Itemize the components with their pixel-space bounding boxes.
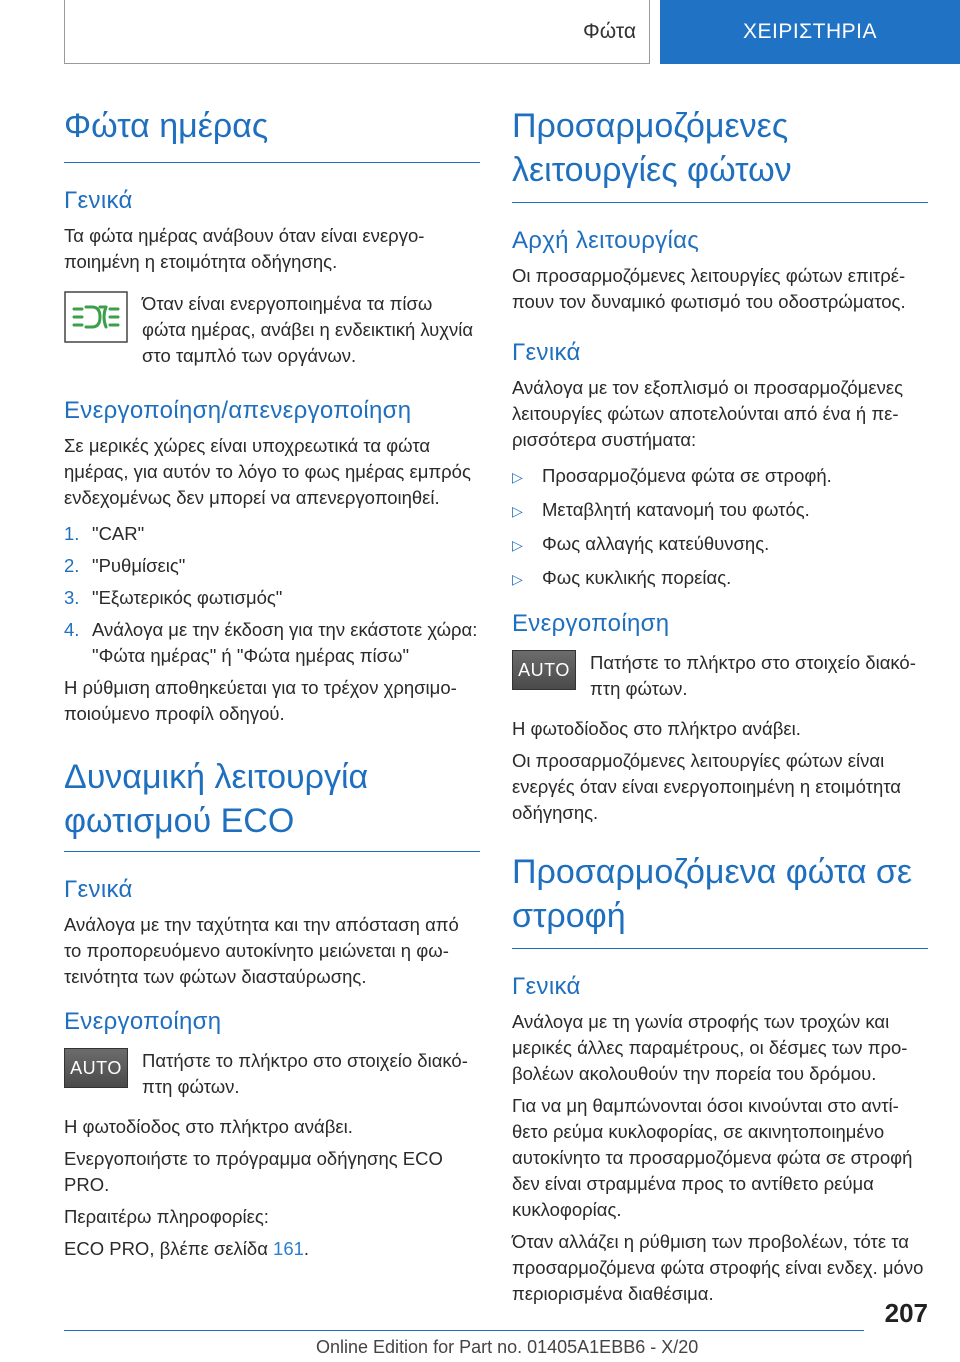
- page-link[interactable]: 161: [273, 1238, 304, 1259]
- list-item: ▷ Προσαρμοζόμενα φώτα σε στροφή.: [512, 465, 832, 486]
- day-lights-title: Φώτα ημέρας: [64, 107, 269, 145]
- indicator-text: Όταν είναι ενεργοποιημένα τα πίσω φώτα ημέρας, ανάβει η ενδεικτική λυχνία στο ταμπλό των οργάνων.: [142, 293, 474, 366]
- eco-ref: ECO PRO, βλέπε σελίδα 161.: [64, 1238, 310, 1259]
- led-text: Η φωτοδίοδος στο πλήκτρο ανάβει.: [64, 1116, 353, 1137]
- adaptive-title: Προσαρμοζόμενες λειτουργίες φώτων: [512, 107, 792, 189]
- general-text-2: Ανάλογα με την ταχύτητα και την απόσταση από το προπορευόμενο αυτοκίνητο μειώνεται η φωτεινότητα των φώτων διασταύρωσης.: [64, 914, 459, 987]
- auto-button-icon: AUTO: [512, 650, 576, 690]
- footer-rule: [64, 1330, 864, 1331]
- general-heading-3: Γενικά: [512, 339, 581, 366]
- principle-text: Οι προσαρμοζόμενες λειτουργίες φώτων επιτρέπουν τον δυναμικό φωτισμό του οδοστρώματος.: [512, 265, 906, 312]
- general-heading-4: Γενικά: [512, 973, 581, 1000]
- right-column: [512, 100, 928, 1307]
- list-item: 3. "Εξωτερικός φωτισμός": [64, 587, 283, 608]
- led-text-2: Η φωτοδίοδος στο πλήκτρο ανάβει.: [512, 718, 801, 739]
- indicator-note: [64, 291, 480, 369]
- general-text: Τα φώτα ημέρας ανάβουν όταν είναι ενεργοποιημένη η ετοιμότητα οδήγησης.: [64, 225, 425, 272]
- glare-text: Για να μη θαμπώνονται όσοι κινούνται στο αντίθετο ρεύμα κυκλοφορίας, σε ακινητοποιημένο αυτοκίνητο τα προσαρμοζόμενα φώτα σε στροφή δεν είναι στραμμένα προς το αντίθετο ρεύμα κυκλοφορίας.: [512, 1095, 913, 1220]
- general-text-3: Ανάλογα με τον εξοπλισμό οι προσαρμοζόμενες λειτουργίες φώτων αποτελούνται από ένα ή περισσότερα συστήματα:: [512, 377, 903, 450]
- change-text: Όταν αλλάζει η ρύθμιση των προβολέων, τότε τα προσαρμοζόμενα φώτα στροφής είναι ενδεχ. μόνο περιορισμένα διαθέσιμα.: [512, 1231, 924, 1304]
- activation-heading-2: Ενεργοποίηση: [512, 610, 670, 637]
- list-item: 2. "Ρυθμίσεις": [64, 555, 186, 576]
- auto-button-icon: AUTO: [64, 1048, 128, 1088]
- onoff-text: Σε μερικές χώρες είναι υποχρεωτικά τα φώτα ημέρας, για αυτόν το λόγο το φως ημέρας εμπρός ενδεχομένως δεν μπορεί να απενεργοποιηθεί.: [64, 435, 471, 508]
- eco-rule: [64, 851, 480, 852]
- steps-list: [64, 521, 480, 669]
- press-text-2: Πατήστε το πλήκτρο στο στοιχείο διακόπτη φώτων.: [590, 652, 916, 699]
- curve-rule: [512, 948, 928, 949]
- edition-text: Online Edition for Part no. 01405A1EBB6 - X/20: [316, 1337, 699, 1357]
- press-text: Πατήστε το πλήκτρο στο στοιχείο διακόπτη φώτων.: [142, 1050, 468, 1097]
- principle-heading: Αρχή λειτουργίας: [512, 227, 700, 254]
- onoff-heading: Ενεργοποίηση/απενεργοποίηση: [64, 397, 412, 424]
- systems-list: [512, 463, 928, 592]
- list-item: ▷ Φως αλλαγής κατεύθυνσης.: [512, 533, 770, 554]
- auto-note-2: [512, 650, 928, 702]
- curve-title: Προσαρμοζόμενα φώτα σε στροφή: [512, 853, 913, 935]
- general-heading: Γενικά: [64, 187, 133, 214]
- general-text-4: Ανάλογα με τη γωνία στροφής των τροχών και μερικές άλλες παραμέτρους, οι δέσμες των προβολέων ακολουθούν την πορεία του δρόμου.: [512, 1011, 908, 1084]
- more-info: Περαιτέρω πληροφορίες:: [64, 1206, 269, 1227]
- auto-note: [64, 1048, 480, 1100]
- title-rule: [64, 162, 480, 163]
- adaptive-rule: [512, 202, 928, 203]
- eco-title: Δυναμική λειτουργία φωτισμού ECO: [64, 758, 369, 840]
- list-item: ▷ Μεταβλητή κατανομή του φωτός.: [512, 499, 810, 520]
- daytime-lights-indicator-icon: [64, 291, 128, 341]
- eco-pro-text: Ενεργοποιήστε το πρόγραμμα οδήγησης ECO PRO.: [64, 1148, 443, 1195]
- section-title: Φώτα: [583, 20, 636, 43]
- save-text: Η ρύθμιση αποθηκεύεται για το τρέχον χρησιμοποιούμενο προφίλ οδηγού.: [64, 677, 457, 724]
- list-item: 1. "CAR": [64, 523, 145, 544]
- ready-text: Οι προσαρμοζόμενες λειτουργίες φώτων είναι ενεργές όταν είναι ενεργοποιημένη η ετοιμότητα οδήγησης.: [512, 750, 901, 823]
- left-column: [64, 100, 480, 1262]
- chapter-tab: ΧΕΙΡΙΣΤΗΡΙΑ: [660, 0, 960, 64]
- list-item: ▷ Φως κυκλικής πορείας.: [512, 567, 732, 588]
- page-number: 207: [884, 1298, 928, 1328]
- activation-heading: Ενεργοποίηση: [64, 1008, 222, 1035]
- list-item: 4. Ανάλογα με την έκδοση για την εκάστοτε χώρα: "Φώτα ημέρας" ή "Φώτα ημέρας πίσω": [64, 619, 478, 666]
- general-heading-2: Γενικά: [64, 876, 133, 903]
